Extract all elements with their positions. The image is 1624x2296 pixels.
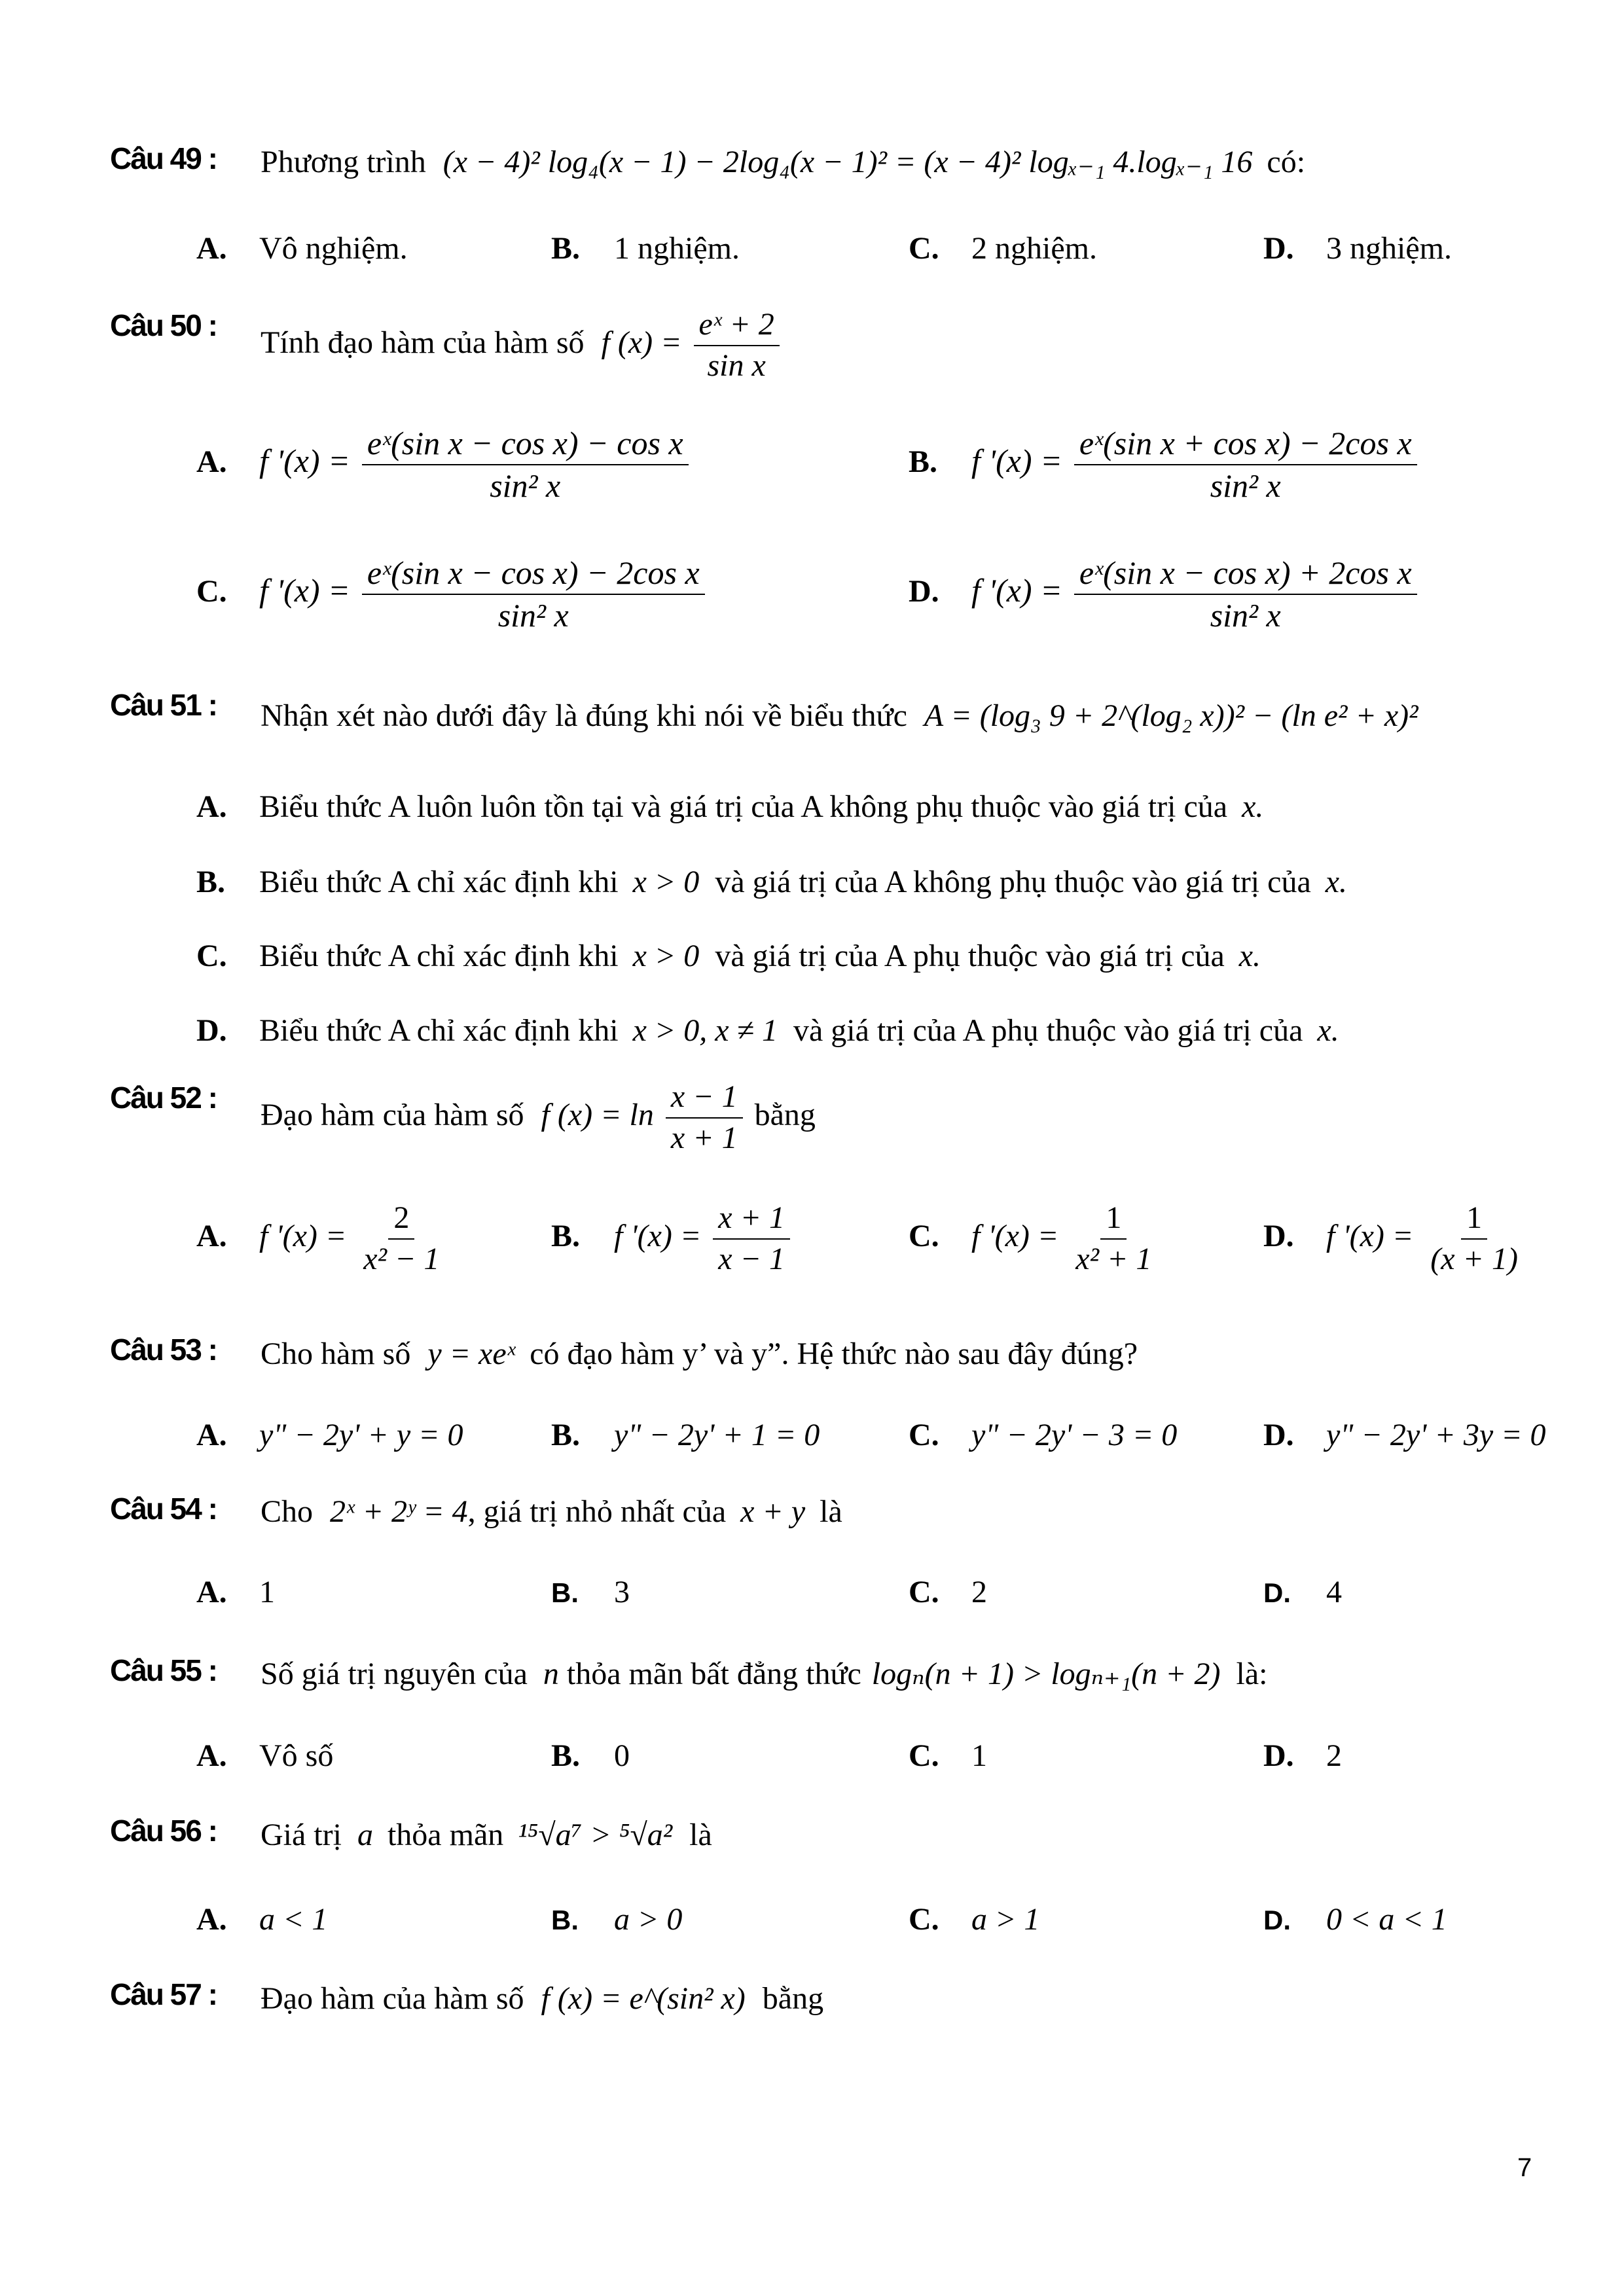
- question-number: Câu 51 :: [110, 688, 217, 722]
- question-number: Câu 50 :: [110, 308, 217, 342]
- option-d[interactable]: D. 3 nghiệm.: [1263, 231, 1452, 266]
- option-d[interactable]: D. 2: [1263, 1738, 1342, 1773]
- option-a[interactable]: A. Vô nghiệm.: [196, 231, 408, 266]
- equation: (x − 4)² log₄(x − 1) − 2log₄(x − 1)² = (x − 4)² logₓ₋₁ 4.logₓ₋₁ 16: [442, 145, 1253, 179]
- question-stem: Cho 2ˣ + 2ʸ = 4, giá trị nhỏ nhất của x + y là: [261, 1494, 842, 1529]
- question-stem: Đạo hàm của hàm số f (x) = ln $\frac{x - 1}{x + 1}$ bằng: [261, 1079, 816, 1155]
- question-number: Câu 56 :: [110, 1814, 217, 1848]
- question-number: Câu 52 :: [110, 1081, 217, 1115]
- option-d[interactable]: D. f '(x) = $\frac{\text{eˣ(sin x − cos x) + 2cos x}}{\text{sin² x}}$: [909, 555, 1421, 634]
- question-number: Câu 54 :: [110, 1492, 217, 1526]
- option-a[interactable]: A. 1: [196, 1575, 275, 1609]
- page-number: 7: [1517, 2153, 1532, 2182]
- option-b[interactable]: B. 3: [551, 1575, 630, 1609]
- question-number: Câu 53 :: [110, 1333, 217, 1367]
- question-stem: Tính đạo hàm của hàm số f (x) = $\frac{\text{eˣ + 2}}{\text{sin x}}$: [261, 308, 784, 384]
- question-stem: Cho hàm số y = xeˣ có đạo hàm y’ và y”. Hệ thức nào sau đây đúng?: [261, 1336, 1138, 1371]
- option-d[interactable]: D. 4: [1263, 1575, 1342, 1609]
- question-stem: Phương trình (x − 4)² log₄(x − 1) − 2log₄(x − 1)² = (x − 4)² logₓ₋₁ 4.logₓ₋₁ 16 có:: [261, 145, 1306, 179]
- option-c[interactable]: C. 2 nghiệm.: [909, 231, 1097, 266]
- option-d[interactable]: D. 0 < a < 1: [1263, 1902, 1447, 1937]
- question-number: Câu 55 :: [110, 1653, 217, 1687]
- option-d[interactable]: D. y" − 2y' + 3y = 0: [1263, 1418, 1546, 1452]
- option-a[interactable]: A. Biểu thức A luôn luôn tồn tại và giá trị của A không phụ thuộc vào giá trị của x.: [196, 789, 1264, 824]
- option-b[interactable]: B. 1 nghiệm.: [551, 231, 740, 266]
- option-c[interactable]: C. a > 1: [909, 1902, 1040, 1937]
- option-c[interactable]: C. y" − 2y' − 3 = 0: [909, 1418, 1178, 1452]
- fraction: $\frac{\text{eˣ + 2}}{\text{sin x}}$: [694, 308, 780, 384]
- option-b[interactable]: B. f '(x) = $\frac{x + 1}{x - 1}$: [551, 1201, 794, 1277]
- option-c[interactable]: C. 1: [909, 1738, 987, 1773]
- option-a[interactable]: A. y" − 2y' + y = 0: [196, 1418, 463, 1452]
- option-a[interactable]: A. Vô số: [196, 1738, 334, 1773]
- option-d[interactable]: D. f '(x) = $\frac{1}{(x + 1)}$: [1263, 1200, 1518, 1276]
- option-b[interactable]: B. Biểu thức A chỉ xác định khi x > 0 và giá trị của A không phụ thuộc vào giá trị của x.: [196, 865, 1348, 899]
- option-b[interactable]: B. a > 0: [551, 1902, 683, 1937]
- option-a[interactable]: A. f '(x) = $\frac{\text{eˣ(sin x − cos x) − cos x}}{\text{sin² x}}$: [196, 425, 693, 504]
- option-c[interactable]: C. f '(x) = $\frac{1}{\text{x² + 1}}$: [909, 1200, 1152, 1276]
- option-b[interactable]: B. f '(x) = $\frac{\text{eˣ(sin x + cos x) − 2cos x}}{\text{sin² x}}$: [909, 425, 1421, 504]
- option-b[interactable]: B. y" − 2y' + 1 = 0: [551, 1418, 820, 1452]
- question-stem: Giá trị a thỏa mãn ¹⁵√a⁷ > ⁵√a² là: [261, 1818, 712, 1852]
- fraction: $\frac{x - 1}{x + 1}$: [666, 1080, 743, 1156]
- option-a[interactable]: A. a < 1: [196, 1902, 328, 1937]
- question-number: Câu 57 :: [110, 1977, 217, 2011]
- option-c[interactable]: C. f '(x) = $\frac{\text{eˣ(sin x − cos x) − 2cos x}}{\text{sin² x}}$: [196, 555, 709, 634]
- question-stem: Đạo hàm của hàm số f (x) = e^(sin² x) bằng: [261, 1981, 824, 2016]
- option-b[interactable]: B. 0: [551, 1738, 630, 1773]
- expression: A = (log₃ 9 + 2^(log₂ x))² − (ln e² + x)²: [924, 698, 1418, 733]
- option-c[interactable]: C. 2: [909, 1575, 987, 1609]
- question-stem: Số giá trị nguyên của n thỏa mãn bất đẳng thức logₙ(n + 1) > logₙ₊₁(n + 2) là:: [261, 1657, 1268, 1691]
- question-stem: Nhận xét nào dưới đây là đúng khi nói về biểu thức A = (log₃ 9 + 2^(log₂ x))² − (ln e² + x)²: [261, 698, 1418, 733]
- option-d[interactable]: D. Biểu thức A chỉ xác định khi x > 0, x ≠ 1 và giá trị của A phụ thuộc vào giá trị của x.: [196, 1013, 1339, 1048]
- question-number: Câu 49 :: [110, 141, 217, 175]
- option-a[interactable]: A. f '(x) = $\frac{2}{\text{x² − 1}}$: [196, 1200, 440, 1276]
- option-c[interactable]: C. Biểu thức A chỉ xác định khi x > 0 và giá trị của A phụ thuộc vào giá trị của x.: [196, 939, 1261, 973]
